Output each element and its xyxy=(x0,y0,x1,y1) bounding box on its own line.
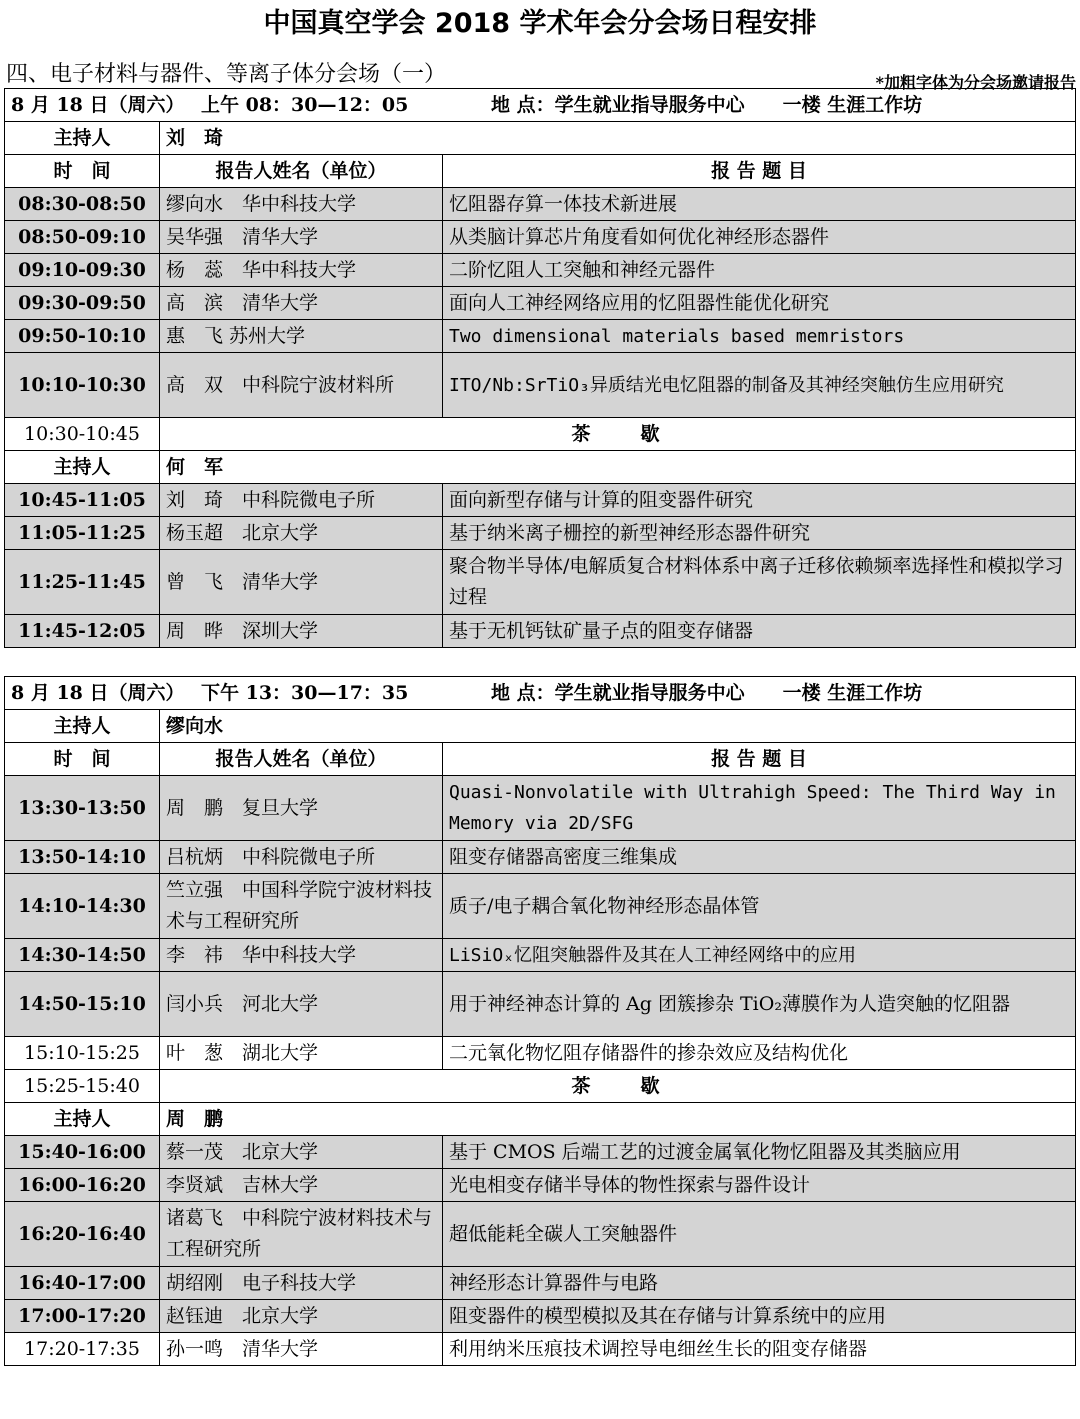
tea-break-label: 茶 歇 xyxy=(160,1070,1076,1103)
talk-speaker: 赵钰迪 北京大学 xyxy=(160,1300,443,1333)
talk-speaker: 惠 飞 苏州大学 xyxy=(160,320,443,353)
talk-row xyxy=(5,1300,1076,1333)
talk-topic: 阻变器件的模型模拟及其在存储与计算系统中的应用 xyxy=(443,1300,1076,1333)
talk-time: 14:30-14:50 xyxy=(5,939,160,972)
talk-row xyxy=(5,615,1076,648)
break-time: 10:30-10:45 xyxy=(5,418,160,451)
talk-topic: 从类脑计算芯片角度看如何优化神经形态器件 xyxy=(443,221,1076,254)
host-label: 主持人 xyxy=(5,451,160,484)
talk-speaker: 胡绍刚 电子科技大学 xyxy=(160,1267,443,1300)
talk-time: 15:10-15:25 xyxy=(5,1037,160,1070)
talk-time: 09:10-09:30 xyxy=(5,254,160,287)
session-date: 8 月 18 日（周六） xyxy=(11,93,185,116)
host-name: 刘 琦 xyxy=(160,122,1076,155)
talk-speaker: 曾 飞 清华大学 xyxy=(160,550,443,615)
talk-topic: 质子/电子耦合氧化物神经形态晶体管 xyxy=(443,874,1076,939)
talk-time: 11:05-11:25 xyxy=(5,517,160,550)
talk-row xyxy=(5,484,1076,517)
talk-time: 16:20-16:40 xyxy=(5,1202,160,1267)
talk-time: 10:45-11:05 xyxy=(5,484,160,517)
talk-topic: 二元氧化物忆阻存储器件的掺杂效应及结构优化 xyxy=(443,1037,1076,1070)
subheader xyxy=(0,42,1080,92)
talk-speaker: 高 双 中科院宁波材料所 xyxy=(160,353,443,418)
session-location: 地 点：学生就业指导服务中心 一楼 生涯工作坊 xyxy=(491,93,923,116)
talk-topic: Quasi-Nonvolatile with Ultrahigh Speed: The Third Way in Memory via 2D/SFG xyxy=(443,776,1076,841)
talk-topic: 利用纳米压痕技术调控导电细丝生长的阻变存储器 xyxy=(443,1333,1076,1366)
talk-row xyxy=(5,188,1076,221)
talk-speaker: 蔡一茂 北京大学 xyxy=(160,1136,443,1169)
talk-time: 14:50-15:10 xyxy=(5,972,160,1037)
talk-time: 08:50-09:10 xyxy=(5,221,160,254)
talk-row xyxy=(5,1267,1076,1300)
talk-topic: ITO/Nb:SrTiO₃异质结光电忆阻器的制备及其神经突触仿生应用研究 xyxy=(443,353,1076,418)
talk-row xyxy=(5,1169,1076,1202)
talk-speaker: 李 祎 华中科技大学 xyxy=(160,939,443,972)
talk-time: 13:50-14:10 xyxy=(5,841,160,874)
talk-row xyxy=(5,517,1076,550)
talk-speaker: 李贤斌 吉林大学 xyxy=(160,1169,443,1202)
talk-row xyxy=(5,1202,1076,1267)
talk-time: 13:30-13:50 xyxy=(5,776,160,841)
host-label: 主持人 xyxy=(5,1103,160,1136)
talk-row xyxy=(5,1333,1076,1366)
talk-row xyxy=(5,972,1076,1037)
talk-topic: Two dimensional materials based memristors xyxy=(443,320,1076,353)
page-title: 中国真空学会 2018 学术年会分会场日程安排 xyxy=(263,8,817,39)
talk-time: 09:30-09:50 xyxy=(5,287,160,320)
talk-speaker: 刘 琦 中科院微电子所 xyxy=(160,484,443,517)
speaker-col-header: 报告人姓名（单位） xyxy=(160,743,443,776)
talk-topic: 二阶忆阻人工突触和神经元器件 xyxy=(443,254,1076,287)
talk-speaker: 杨 蕊 华中科技大学 xyxy=(160,254,443,287)
talk-speaker: 孙一鸣 清华大学 xyxy=(160,1333,443,1366)
talk-speaker: 闫小兵 河北大学 xyxy=(160,972,443,1037)
talk-time: 11:45-12:05 xyxy=(5,615,160,648)
session-date: 8 月 18 日（周六） xyxy=(11,681,185,704)
talk-topic: 神经形态计算器件与电路 xyxy=(443,1267,1076,1300)
talk-row xyxy=(5,320,1076,353)
talk-speaker: 竺立强 中国科学院宁波材料技术与工程研究所 xyxy=(160,874,443,939)
time-col-header: 时 间 xyxy=(5,155,160,188)
talk-time: 14:10-14:30 xyxy=(5,874,160,939)
talk-speaker: 周 鹏 复旦大学 xyxy=(160,776,443,841)
talk-topic: 阻变存储器高密度三维集成 xyxy=(443,841,1076,874)
talk-row xyxy=(5,1037,1076,1070)
talk-time: 16:00-16:20 xyxy=(5,1169,160,1202)
topic-col-header: 报 告 题 目 xyxy=(443,743,1076,776)
talk-speaker: 高 滨 清华大学 xyxy=(160,287,443,320)
talk-row xyxy=(5,550,1076,615)
talk-row xyxy=(5,254,1076,287)
talk-time: 10:10-10:30 xyxy=(5,353,160,418)
host-name: 缪向水 xyxy=(160,710,1076,743)
talk-row xyxy=(5,221,1076,254)
talk-topic: 面向新型存储与计算的阻变器件研究 xyxy=(443,484,1076,517)
talk-topic: 用于神经神态计算的 Ag 团簇掺杂 TiO₂薄膜作为人造突触的忆阻器 xyxy=(443,972,1076,1037)
talk-speaker: 周 晔 深圳大学 xyxy=(160,615,443,648)
schedule-table xyxy=(4,88,1076,648)
host-name: 周 鹏 xyxy=(160,1103,1076,1136)
talk-speaker: 诸葛飞 中科院宁波材料技术与工程研究所 xyxy=(160,1202,443,1267)
talk-topic: 超低能耗全碳人工突触器件 xyxy=(443,1202,1076,1267)
talk-time: 09:50-10:10 xyxy=(5,320,160,353)
session-period: 上午 08：30—12：05 xyxy=(201,93,409,116)
talk-row xyxy=(5,939,1076,972)
session-gap xyxy=(0,648,1080,676)
session-period: 下午 13：30—17：35 xyxy=(201,681,409,704)
invited-note: *加粗字体为分会场邀请报告 xyxy=(875,73,1076,92)
time-col-header: 时 间 xyxy=(5,743,160,776)
talk-row xyxy=(5,1136,1076,1169)
topic-col-header: 报 告 题 目 xyxy=(443,155,1076,188)
talk-row xyxy=(5,353,1076,418)
talk-row xyxy=(5,874,1076,939)
talk-topic: 忆阻器存算一体技术新进展 xyxy=(443,188,1076,221)
talk-topic: LiSiOₓ忆阻突触器件及其在人工神经网络中的应用 xyxy=(443,939,1076,972)
talk-topic: 光电相变存储半导体的物性探索与器件设计 xyxy=(443,1169,1076,1202)
talk-topic: 基于无机钙钛矿量子点的阻变存储器 xyxy=(443,615,1076,648)
talk-time: 16:40-17:00 xyxy=(5,1267,160,1300)
talk-row xyxy=(5,287,1076,320)
session-header-line xyxy=(5,677,1076,710)
talk-topic: 基于 CMOS 后端工艺的过渡金属氧化物忆阻器及其类脑应用 xyxy=(443,1136,1076,1169)
talk-speaker: 吕杭炳 中科院微电子所 xyxy=(160,841,443,874)
talk-speaker: 杨玉超 北京大学 xyxy=(160,517,443,550)
talk-speaker: 缪向水 华中科技大学 xyxy=(160,188,443,221)
talk-time: 08:30-08:50 xyxy=(5,188,160,221)
session-header-line xyxy=(5,89,1076,122)
schedule-table xyxy=(4,676,1076,1366)
talk-topic: 聚合物半导体/电解质复合材料体系中离子迁移依赖频率选择性和模拟学习过程 xyxy=(443,550,1076,615)
talk-time: 17:00-17:20 xyxy=(5,1300,160,1333)
talk-time: 11:25-11:45 xyxy=(5,550,160,615)
tea-break-label: 茶 歇 xyxy=(160,418,1076,451)
talk-speaker: 吴华强 清华大学 xyxy=(160,221,443,254)
talk-time: 15:40-16:00 xyxy=(5,1136,160,1169)
talk-row xyxy=(5,776,1076,841)
talk-speaker: 叶 葱 湖北大学 xyxy=(160,1037,443,1070)
talk-time: 17:20-17:35 xyxy=(5,1333,160,1366)
talk-topic: 面向人工神经网络应用的忆阻器性能优化研究 xyxy=(443,287,1076,320)
host-label: 主持人 xyxy=(5,122,160,155)
break-time: 15:25-15:40 xyxy=(5,1070,160,1103)
section-title: 四、电子材料与器件、等离子体分会场（一） xyxy=(6,62,447,87)
session-location: 地 点：学生就业指导服务中心 一楼 生涯工作坊 xyxy=(491,681,923,704)
host-label: 主持人 xyxy=(5,710,160,743)
talk-topic: 基于纳米离子栅控的新型神经形态器件研究 xyxy=(443,517,1076,550)
speaker-col-header: 报告人姓名（单位） xyxy=(160,155,443,188)
talk-row xyxy=(5,841,1076,874)
schedule-container xyxy=(0,88,1080,1366)
host-name: 何 军 xyxy=(160,451,1076,484)
